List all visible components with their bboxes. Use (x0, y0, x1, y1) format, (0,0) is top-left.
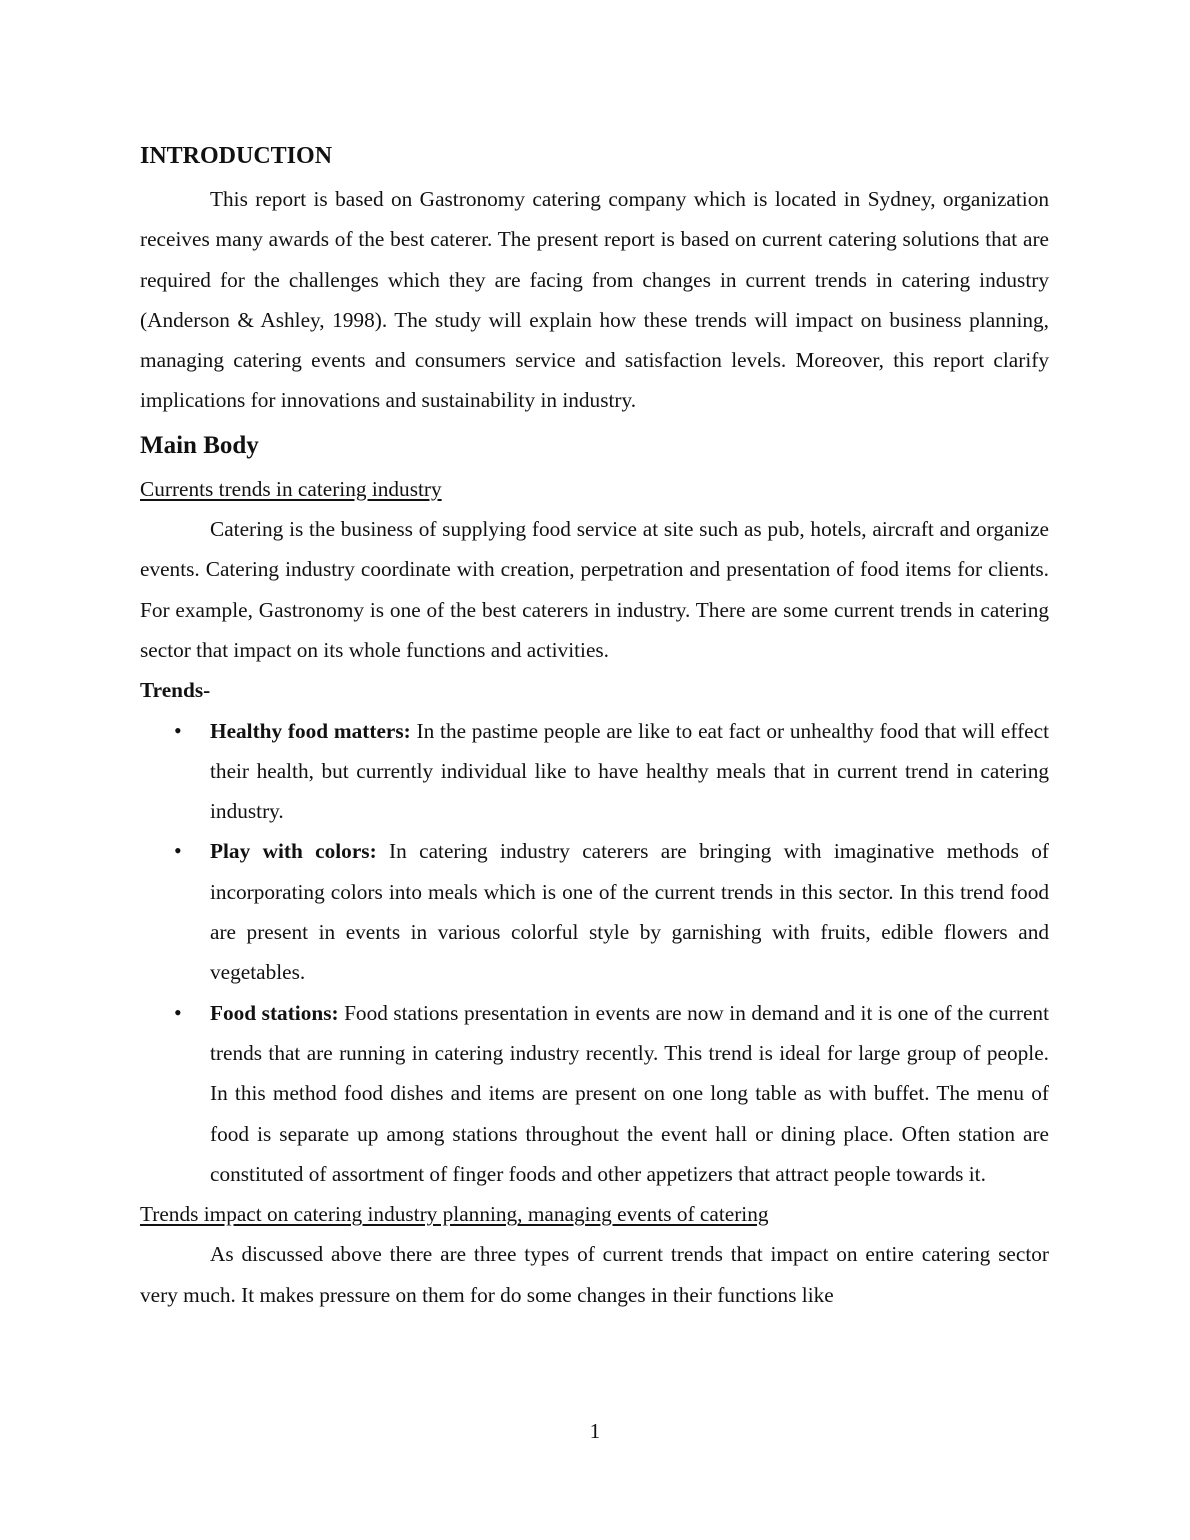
trend-text: Food stations presentation in events are now in demand and it is one of the current trends that are running in catering industry recently. This trend is ideal for large group of people. In this method food dishes and items are present on one long table as with buffet. The menu of food is separate up among stations throughout the event hall or dining place. Often station are constituted of assortment of finger foods and other appetizers that attract people towards it. (210, 1000, 1049, 1186)
trends-label: Trends- (140, 678, 211, 703)
list-item (140, 831, 1049, 992)
trends-impact-paragraph: As discussed above there are three types of current trends that impact on entire catering sector very much. It makes pressure on them for do some changes in their functions like (140, 1242, 1049, 1307)
trend-title: Play with colors: (210, 839, 377, 864)
trend-text: In catering industry caterers are bringing with imaginative methods of incorporating colors into meals which is one of the current trends in this sector. In this trend food are present in events in various colorful style by garnishing with fruits, edible flowers and vegetables. (210, 839, 1050, 985)
list-item (140, 711, 1049, 832)
bullet-icon: • (174, 838, 182, 864)
list-item (140, 993, 1049, 1194)
introduction-heading: INTRODUCTION (140, 143, 333, 169)
bullet-icon: • (174, 999, 182, 1025)
page-number: 1 (589, 1419, 601, 1443)
introduction-paragraph: This report is based on Gastronomy catering company which is located in Sydney, organization receives many awards of the best caterer. The present report is based on current catering solutions that are required for the challenges which they are facing from changes in current trends in catering industry (Anderson & Ashley, 1998). The study will explain how these trends will impact on business planning, managing catering events and consumers service and satisfaction levels. Moreover, this report clarify implications for innovations and sustainability in industry. (140, 187, 1049, 413)
trends-impact-subheading: Trends impact on catering industry planning, managing events of catering (140, 1202, 769, 1227)
catering-paragraph: Catering is the business of supplying food service at site such as pub, hotels, aircraft and organize events. Catering industry coordinate with creation, perpetration and presentation of food items for clients. For example, Gastronomy is one of the best caterers in industry. There are some current trends in catering sector that impact on its whole functions and activities. (140, 517, 1049, 662)
bullet-icon: • (174, 717, 182, 743)
main-body-heading: Main Body (140, 431, 259, 459)
current-trends-subheading: Currents trends in catering industry (140, 476, 442, 501)
page-content (140, 138, 1049, 1315)
trend-title: Healthy food matters: (210, 718, 411, 743)
trend-title: Food stations: (210, 1000, 339, 1025)
trend-text: In the pastime people are like to eat fact or unhealthy food that will effect their health, but currently individual like to have healthy meals that in current trend in catering industry. (210, 718, 1049, 824)
trends-list (140, 711, 1049, 1195)
